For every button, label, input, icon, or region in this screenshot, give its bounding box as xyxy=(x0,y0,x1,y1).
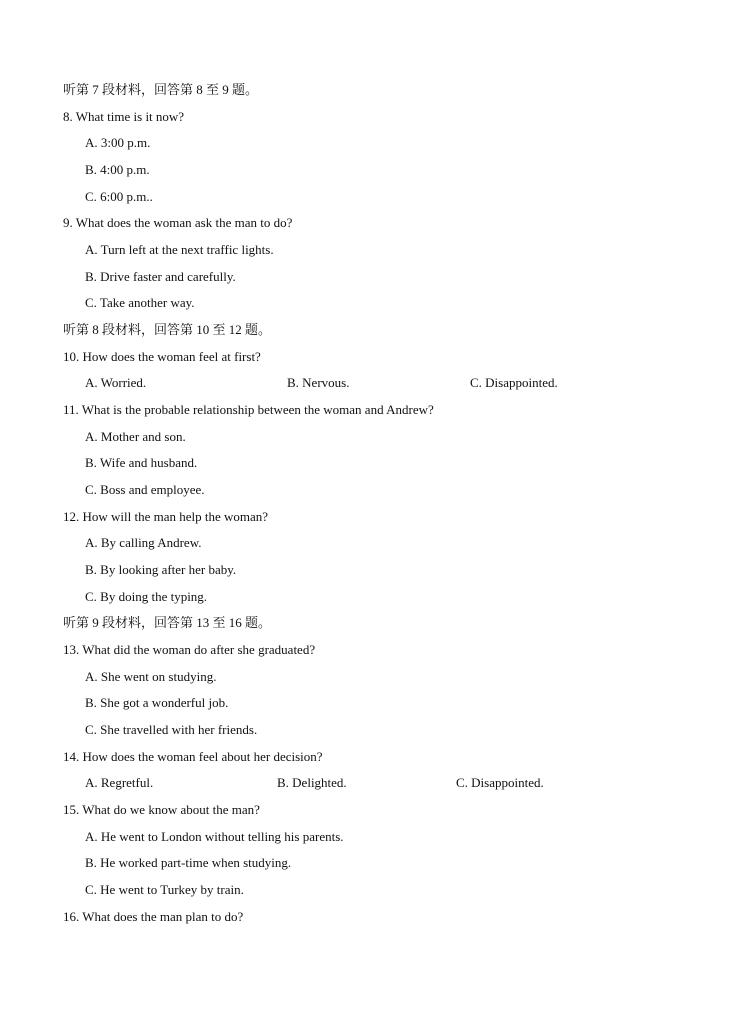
question-11-option-b: B. Wife and husband. xyxy=(85,455,198,470)
section-header-8: 听第 8 段材料，回答第 10 至 12 题。 xyxy=(63,322,272,337)
question-8: 8. What time is it now? xyxy=(63,109,185,124)
question-12-option-a: A. By calling Andrew. xyxy=(85,535,202,550)
question-12-option-b: B. By looking after her baby. xyxy=(85,562,237,577)
question-16: 16. What does the man plan to do? xyxy=(63,909,244,924)
question-8-option-a: A. 3:00 p.m. xyxy=(85,135,151,150)
question-11-option-a: A. Mother and son. xyxy=(85,429,186,444)
section-header-9: 听第 9 段材料，回答第 13 至 16 题。 xyxy=(63,615,272,630)
question-9-option-b: B. Drive faster and carefully. xyxy=(85,269,236,284)
question-14: 14. How does the woman feel about her decision? xyxy=(63,749,323,764)
section-header-7: 听第 7 段材料，回答第 8 至 9 题。 xyxy=(63,82,259,97)
question-10-option-c: C. Disappointed. xyxy=(470,375,558,390)
question-10-option-b: B. Nervous. xyxy=(287,375,350,390)
question-9-option-c: C. Take another way. xyxy=(85,295,195,310)
question-13-option-b: B. She got a wonderful job. xyxy=(85,695,229,710)
question-8-option-b: B. 4:00 p.m. xyxy=(85,162,150,177)
question-14-option-c: C. Disappointed. xyxy=(456,775,544,790)
question-10-option-a: A. Worried. xyxy=(85,375,147,390)
question-13-option-c: C. She travelled with her friends. xyxy=(85,722,258,737)
question-12-option-c: C. By doing the typing. xyxy=(85,589,208,604)
question-9-option-a: A. Turn left at the next traffic lights. xyxy=(85,242,274,257)
question-15-option-b: B. He worked part-time when studying. xyxy=(85,855,292,870)
question-15-option-a: A. He went to London without telling his parents. xyxy=(85,829,344,844)
question-10: 10. How does the woman feel at first? xyxy=(63,349,261,364)
question-14-option-b: B. Delighted. xyxy=(277,775,347,790)
question-13-option-a: A. She went on studying. xyxy=(85,669,217,684)
question-12: 12. How will the man help the woman? xyxy=(63,509,269,524)
question-14-option-a: A. Regretful. xyxy=(85,775,154,790)
question-15: 15. What do we know about the man? xyxy=(63,802,260,817)
question-8-option-c: C. 6:00 p.m.. xyxy=(85,189,153,204)
question-11-option-c: C. Boss and employee. xyxy=(85,482,205,497)
question-9: 9. What does the woman ask the man to do? xyxy=(63,215,293,230)
question-15-option-c: C. He went to Turkey by train. xyxy=(85,882,244,897)
question-11: 11. What is the probable relationship between the woman and Andrew? xyxy=(63,402,434,417)
question-13: 13. What did the woman do after she graduated? xyxy=(63,642,316,657)
